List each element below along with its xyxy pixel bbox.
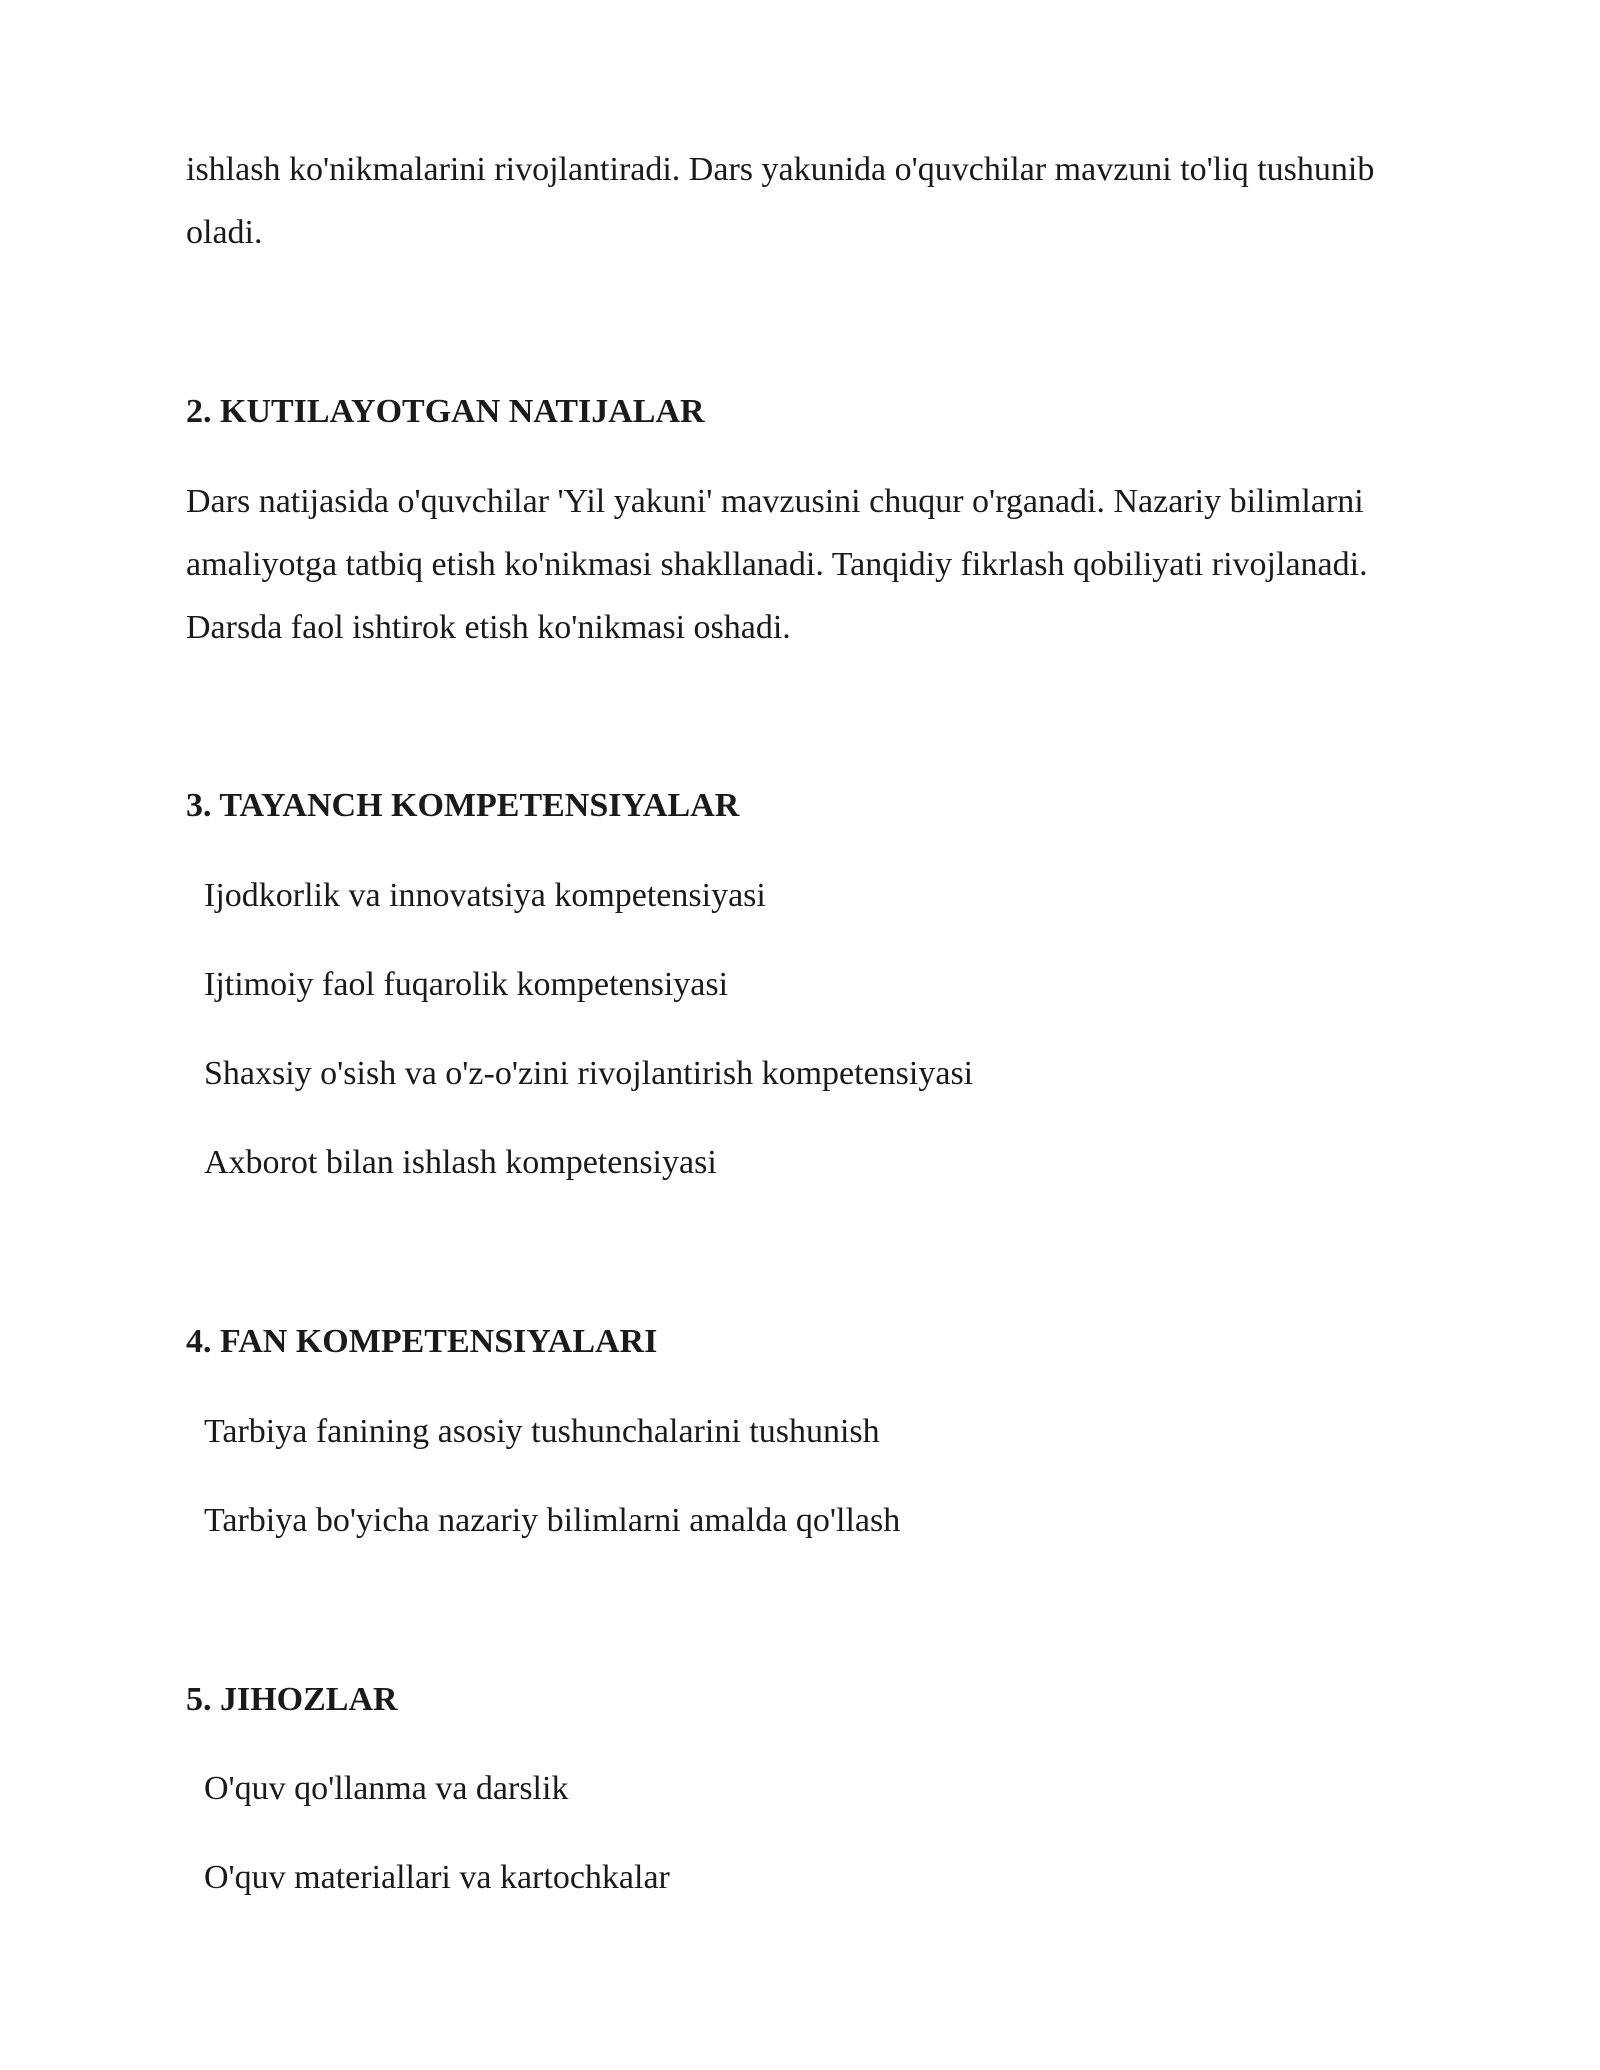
list-item: Shaxsiy o'sish va o'z-o'zini rivojlantirish kompetensiyasi: [204, 1055, 974, 1092]
section-heading-equipment: 5. JIHOZLAR: [186, 1681, 398, 1718]
list-item: Tarbiya bo'yicha nazariy bilimlarni amalda qo'llash: [204, 1502, 901, 1539]
expected-results-paragraph: Dars natijasida o'quvchilar 'Yil yakuni' mavzusini chuqur o'rganadi. Nazariy bilimlarni amaliyotga tatbiq etish ko'nikmasi shakllanadi. Tanqidiy fikrlash qobiliyati rivojlanadi. Darsda faol ishtirok etish ko'nikmasi oshadi.: [186, 483, 1368, 646]
section-heading-subject-competencies: 4. FAN KOMPETENSIYALARI: [186, 1323, 658, 1360]
section-heading-expected-results: 2. KUTILAYOTGAN NATIJALAR: [186, 393, 705, 430]
list-item: Tarbiya fanining asosiy tushunchalarini tushunish: [204, 1413, 880, 1450]
list-item: Ijtimoiy faol fuqarolik kompetensiyasi: [204, 966, 729, 1003]
section-heading-core-competencies: 3. TAYANCH KOMPETENSIYALAR: [186, 787, 740, 824]
list-item: O'quv materiallari va kartochkalar: [204, 1859, 670, 1896]
list-item: Ijodkorlik va innovatsiya kompetensiyasi: [204, 877, 766, 914]
list-item: Axborot bilan ishlash kompetensiyasi: [204, 1144, 717, 1181]
list-item: O'quv qo'llanma va darslik: [204, 1770, 569, 1807]
intro-paragraph: ishlash ko'nikmalarini rivojlantiradi. Dars yakunida o'quvchilar mavzuni to'liq tushunib oladi.: [186, 151, 1375, 251]
